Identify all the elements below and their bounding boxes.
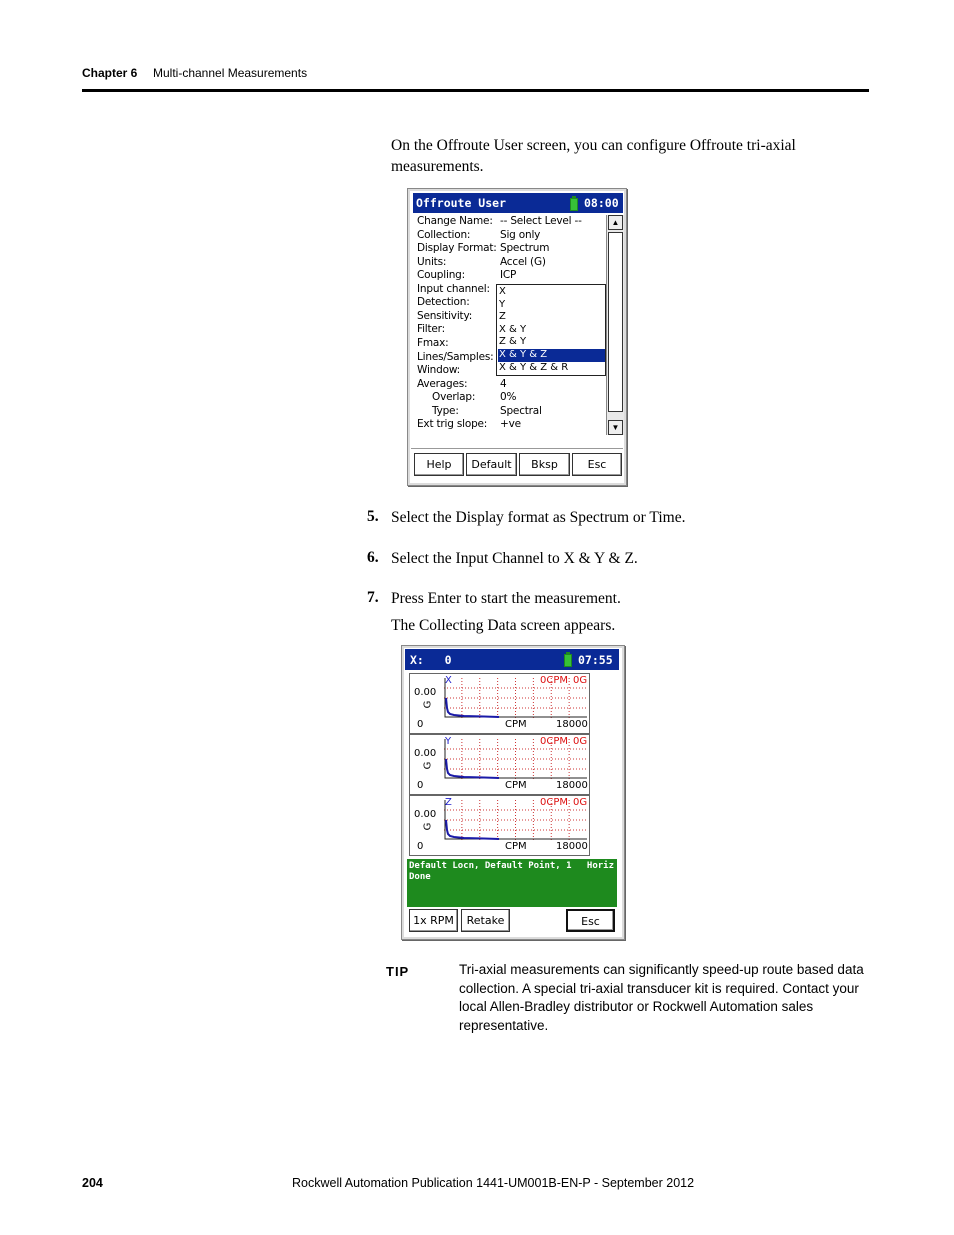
plot-y-value: 0.00 [414,748,437,759]
plot-g-readout: 0G [573,736,588,747]
header-rule [82,89,869,92]
status-done: Done [409,872,431,882]
scroll-down-icon[interactable]: ▼ [608,420,623,435]
step-5-number: 5. [367,508,379,525]
setting-value[interactable]: 4 [500,377,507,390]
input-channel-dropdown[interactable] [496,284,606,376]
tip-label: TIP [386,964,410,979]
screen1-clock: 08:00 [584,196,619,210]
setting-value[interactable]: 0% [500,391,517,404]
battery-icon-2 [564,654,572,667]
intro-paragraph: On the Offroute User screen, you can configure Offroute tri-axial measurements. [391,137,796,175]
plot-x-start: 0 [417,780,424,791]
status-direction: Horiz [586,861,614,871]
setting-label: Collection: [417,228,471,241]
dropdown-option[interactable]: Z & Y [499,336,527,348]
chapter-label: Chapter 6 [82,66,138,80]
setting-value[interactable]: ICP [500,269,517,282]
plot-x-start: 0 [417,841,424,852]
bksp-button[interactable]: Bksp [519,453,570,476]
setting-value[interactable]: Spectrum [500,242,550,255]
setting-label: Averages: [417,377,468,390]
setting-label: Sensitivity: [417,309,473,322]
plot-y-unit: G [422,700,434,709]
plot-axis-name: Y [445,736,452,747]
plot-x-end: 18000 [556,780,588,791]
screen2-clock: 07:55 [578,653,613,667]
step-5-text: Select the Display format as Spectrum or Time. [391,509,686,526]
setting-value[interactable]: Sig only [500,228,541,241]
button-bar-divider [411,448,623,449]
setting-value[interactable]: -- Select Level -- [500,215,582,227]
scroll-up-icon[interactable]: ▲ [608,215,623,230]
setting-label: Display Format: [417,242,497,255]
1x-rpm-button[interactable]: 1x RPM [409,909,458,932]
setting-label: Filter: [417,323,445,336]
dropdown-option[interactable]: Z [499,311,506,323]
setting-label: Lines/Samples: [417,350,494,363]
setting-label: Fmax: [417,336,449,349]
retake-button[interactable]: Retake [461,909,510,932]
tip-text: Tri-axial measurements can significantly speed-up route based data collection. A special tri-axial transducer kit is required. Contact your local Allen-Bradley distributor or Rockwell Automation sales representative. [459,962,864,1033]
dropdown-option[interactable]: Y [499,298,506,310]
setting-label: Detection: [417,296,470,309]
form-scrollbar[interactable] [606,215,624,435]
plot-y-value: 0.00 [414,687,437,698]
status-location: Default Locn, Default Point, 1 [409,861,572,871]
plot-cpm-readout: 0CPM [540,797,569,808]
default-button[interactable]: Default [466,453,517,476]
esc-button-2[interactable]: Esc [566,909,615,932]
plot-axis-name: Z [445,797,452,808]
dropdown-option[interactable]: X & Y & Z [498,349,605,362]
plot-x-start: 0 [417,719,424,730]
help-button[interactable]: Help [414,453,464,476]
setting-label: Type: [432,404,459,417]
plot-x-label: CPM [505,719,527,730]
plot-axis-name: X [445,675,452,686]
esc-button[interactable]: Esc [572,453,622,476]
setting-value[interactable]: Spectral [500,404,542,417]
section-title: Multi-channel Measurements [153,66,308,80]
plot-x-end: 18000 [556,841,588,852]
screen1-title: Offroute User [416,196,507,210]
step-7-number: 7. [367,589,379,606]
plot-g-readout: 0G [573,797,588,808]
step-6-text: Select the Input Channel to X & Y & Z. [391,550,638,567]
plot-cpm-readout: 0CPM [540,675,569,686]
setting-label: Ext trig slope: [417,418,488,431]
step-6-number: 6. [367,549,379,566]
setting-label: Units: [417,255,447,268]
step-7-result: The Collecting Data screen appears. [391,617,616,634]
step-7-text: Press Enter to start the measurement. [391,590,621,607]
setting-label: Coupling: [417,269,465,282]
screen1-titlebar [413,193,623,213]
plot-y-unit: G [422,822,434,831]
plot-cpm-readout: 0CPM [540,736,569,747]
screen2-title: X: 0 [410,653,452,667]
plot-x-end: 18000 [556,719,588,730]
setting-label: Input channel: [417,282,490,295]
dropdown-option[interactable]: X & Y & Z & R [499,361,569,373]
dropdown-option[interactable]: X & Y [499,323,527,335]
setting-value[interactable]: Accel (G) [500,255,546,268]
setting-label: Change Name: [417,215,493,227]
screen2-titlebar [405,649,619,670]
setting-value[interactable]: +ve [500,418,521,431]
plot-y-value: 0.00 [414,809,437,820]
scroll-thumb[interactable] [608,232,623,412]
page-number: 204 [82,1176,103,1190]
battery-icon [570,198,578,211]
setting-label: Window: [417,364,460,377]
plot-x-label: CPM [505,841,527,852]
plot-x-label: CPM [505,780,527,791]
publication-info: Rockwell Automation Publication 1441-UM001B-EN-P - September 2012 [292,1176,695,1190]
plot-g-readout: 0G [573,675,588,686]
plot-y-unit: G [422,761,434,770]
dropdown-option[interactable]: X [499,286,506,297]
setting-label: Overlap: [432,391,476,404]
status-panel [407,859,617,907]
